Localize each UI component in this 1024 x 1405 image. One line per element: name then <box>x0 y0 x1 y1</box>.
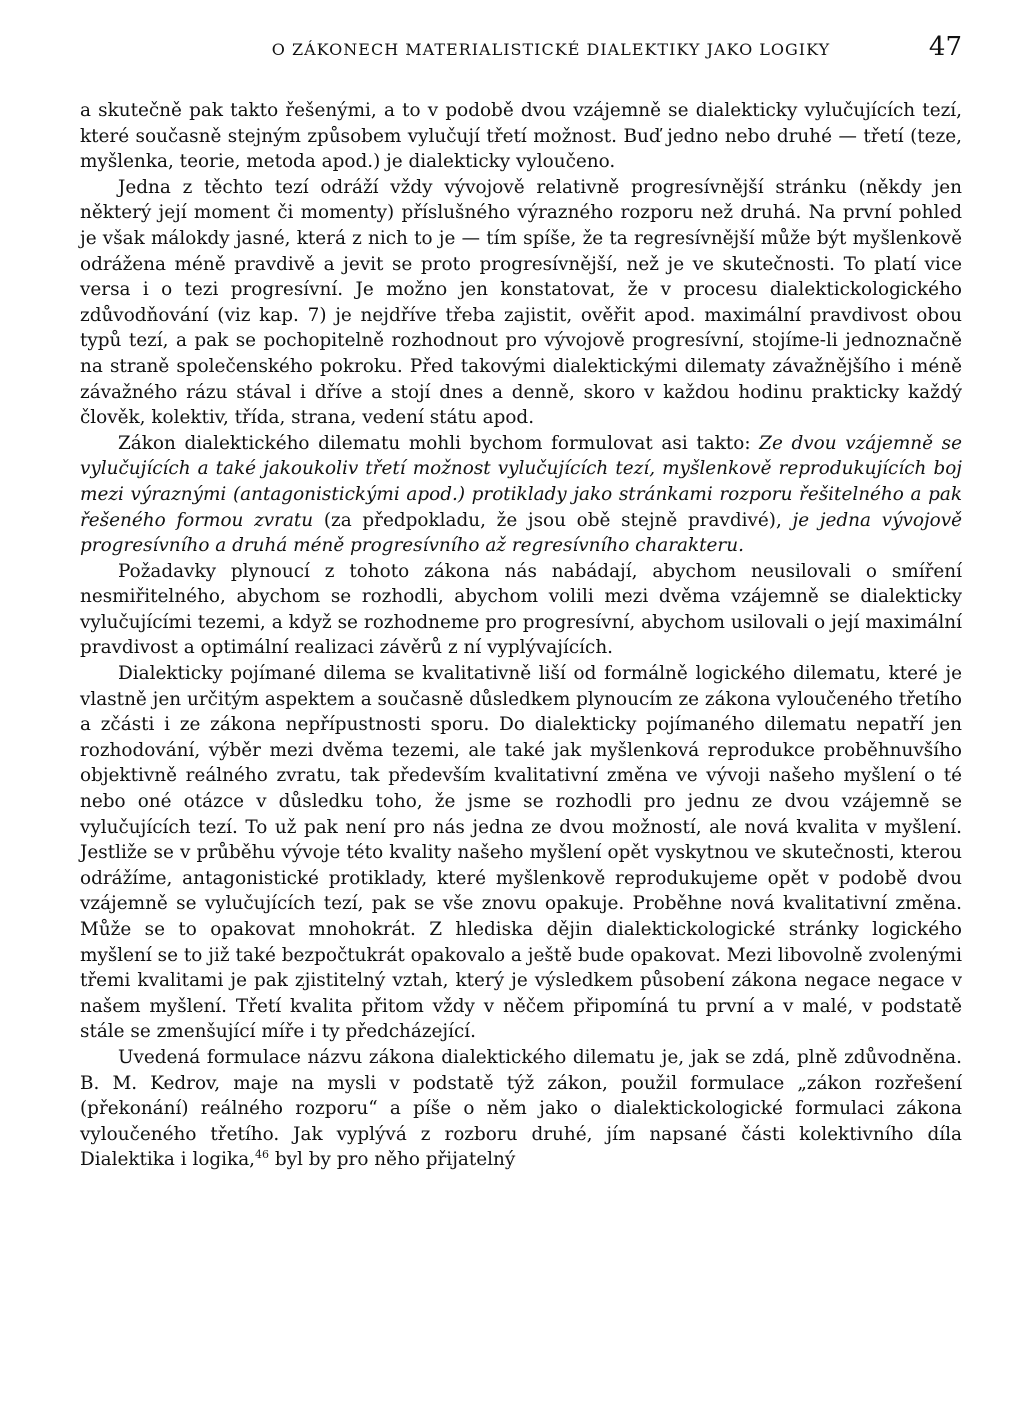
paragraph-3-parenthetical: (za předpokladu, že jsou obě stejně pravdivé), <box>313 509 793 531</box>
body-text <box>80 98 962 1173</box>
paragraph-2: Jedna z těchto tezí odráží vždy vývojově relativně progresívnější stránku (někdy jen některý její moment či momenty) příslušného výrazného rozporu než druhá. Na první pohled je však málokdy jasné, která z nich to je — tím spíše, že ta regresívnější může být myšlenkově odrážena méně pravdivě a jevit se proto progresívnější, než je ve skutečnosti. To platí vice versa i o tezi progresívní. Je možno jen konstatovat, že v procesu dialektickologického zdůvodňování (viz kap. 7) je nejdříve třeba zajistit, ověřit apod. maximální pravdivost obou typů tezí, a pak se pochopitelně rozhodnout pro vývojově progresívní, stojíme-li jednoznačně na straně společenského pokroku. Před takovými dialektickými dilematy závažnějšího i méně závažného rázu stával i dříve a stojí dnes a denně, skoro v každou hodinu prakticky každý člověk, kolektiv, třída, strana, vedení státu apod. <box>80 176 962 429</box>
paragraph-1: a skutečně pak takto řešenými, a to v podobě dvou vzájemně se dialekticky vylučujících tezí, které současně stejným způsobem vylučují třetí možnost. Buď jedno nebo druhé — třetí (teze, myšlenka, teorie, metoda apod.) je dialekticky vyloučeno. <box>80 100 962 173</box>
paragraph-3-law-definition <box>80 431 962 559</box>
law-formulation-italic: Ze dvou vzájemně se vylučujících a také jakoukoliv třetí možnost vylučujících tezí, myšlenkově reprodukujících boj mezi výraznými (antagonistickými apod.) protiklady jako stránkami rozporu řešitelného a pak řešeného formou zvratu <box>80 432 962 531</box>
running-header <box>80 30 962 70</box>
paragraph-6 <box>80 1045 962 1173</box>
paragraph-4: Požadavky plynoucí z tohoto zákona nás nabádají, abychom neusilovali o smíření nesmiřitelného, abychom se rozhodli, abychom volili mezi dvěma vzájemně se dialekticky vylučujícími tezemi, a když se rozhodneme pro progresívní, abychom usilovali o její maximální pravdivost a optimální realizaci závěrů z ní vyplývajících. <box>80 560 962 659</box>
paragraph-6-continuation: byl by pro něho přijatelný <box>269 1149 516 1171</box>
law-conclusion-italic: je jedna vývojově progresívního a druhá méně progresívního až regresívního charakteru. <box>80 509 962 557</box>
paragraph-5: Dialekticky pojímané dilema se kvalitativně liší od formálně logického dilematu, které je vlastně jen určitým aspektem a současně důsledkem plynoucím ze zákona vyloučeného třetího a zčásti i ze zákona nepřípustnosti sporu. Do dialekticky pojímaného dilematu nepatří jen rozhodování, výběr mezi dvěma tezemi, ale také jak myšlenková reprodukce proběhnuvšího objektivně reálného zvratu, tak především kvalitativní změna ve vývoji našeho myšlení o té nebo oné otázce v důsledku toho, že jsme se rozhodli pro jednu ze dvou vzájemně se vylučujících tezí. To už pak není pro nás jedna ze dvou možností, ale nová kvalita v myšlení. Jestliže se v průběhu vývoje této kvality našeho myšlení opět vyskytnou ve skutečnosti, kterou odrážíme, antagonistické protiklady, které myšlenkově reprodukujeme opět v podobě dvou vzájemně se vylučujících tezí, pak se vše znovu opakuje. Proběhne nová kvalitativní změna. Může se to opakovat mnohokrát. Z hlediska dějin dialektickologické stránky logického myšlení se to již také bezpočtukrát opakovalo a ještě bude opakovat. Mezi libovolně zvolenými třemi kvalitami je pak zjistitelný vztah, který je výsledkem působení zákona negace negace v našem myšlení. Třetí kvalita přitom vždy v něčem připomíná tu první a v malé, v podstatě stále se zmenšující míře i ty předcházející. <box>80 663 962 1043</box>
page-number: 47 <box>928 32 962 62</box>
paragraph-3-intro: Zákon dialektického dilematu mohli bychom formulovat asi takto: <box>118 432 760 454</box>
footnote-reference: 46 <box>255 1148 270 1162</box>
paragraph-6-text: Uvedená formulace názvu zákona dialektického dilematu je, jak se zdá, plně zdůvodněna. B. M. Kedrov, maje na mysli v podstatě týž zákon, použil formulace „zákon rozřešení (překonání) reálného rozporu“ a píše o něm jako o dialektickologické formulaci zákona vyloučeného třetího. Jak vyplývá z rozboru druhé, jím napsané části kolektivního díla Dialektika i logika, <box>80 1046 962 1171</box>
running-title: O ZÁKONECH MATERIALISTICKÉ DIALEKTIKY JAKO LOGIKY <box>271 40 831 59</box>
